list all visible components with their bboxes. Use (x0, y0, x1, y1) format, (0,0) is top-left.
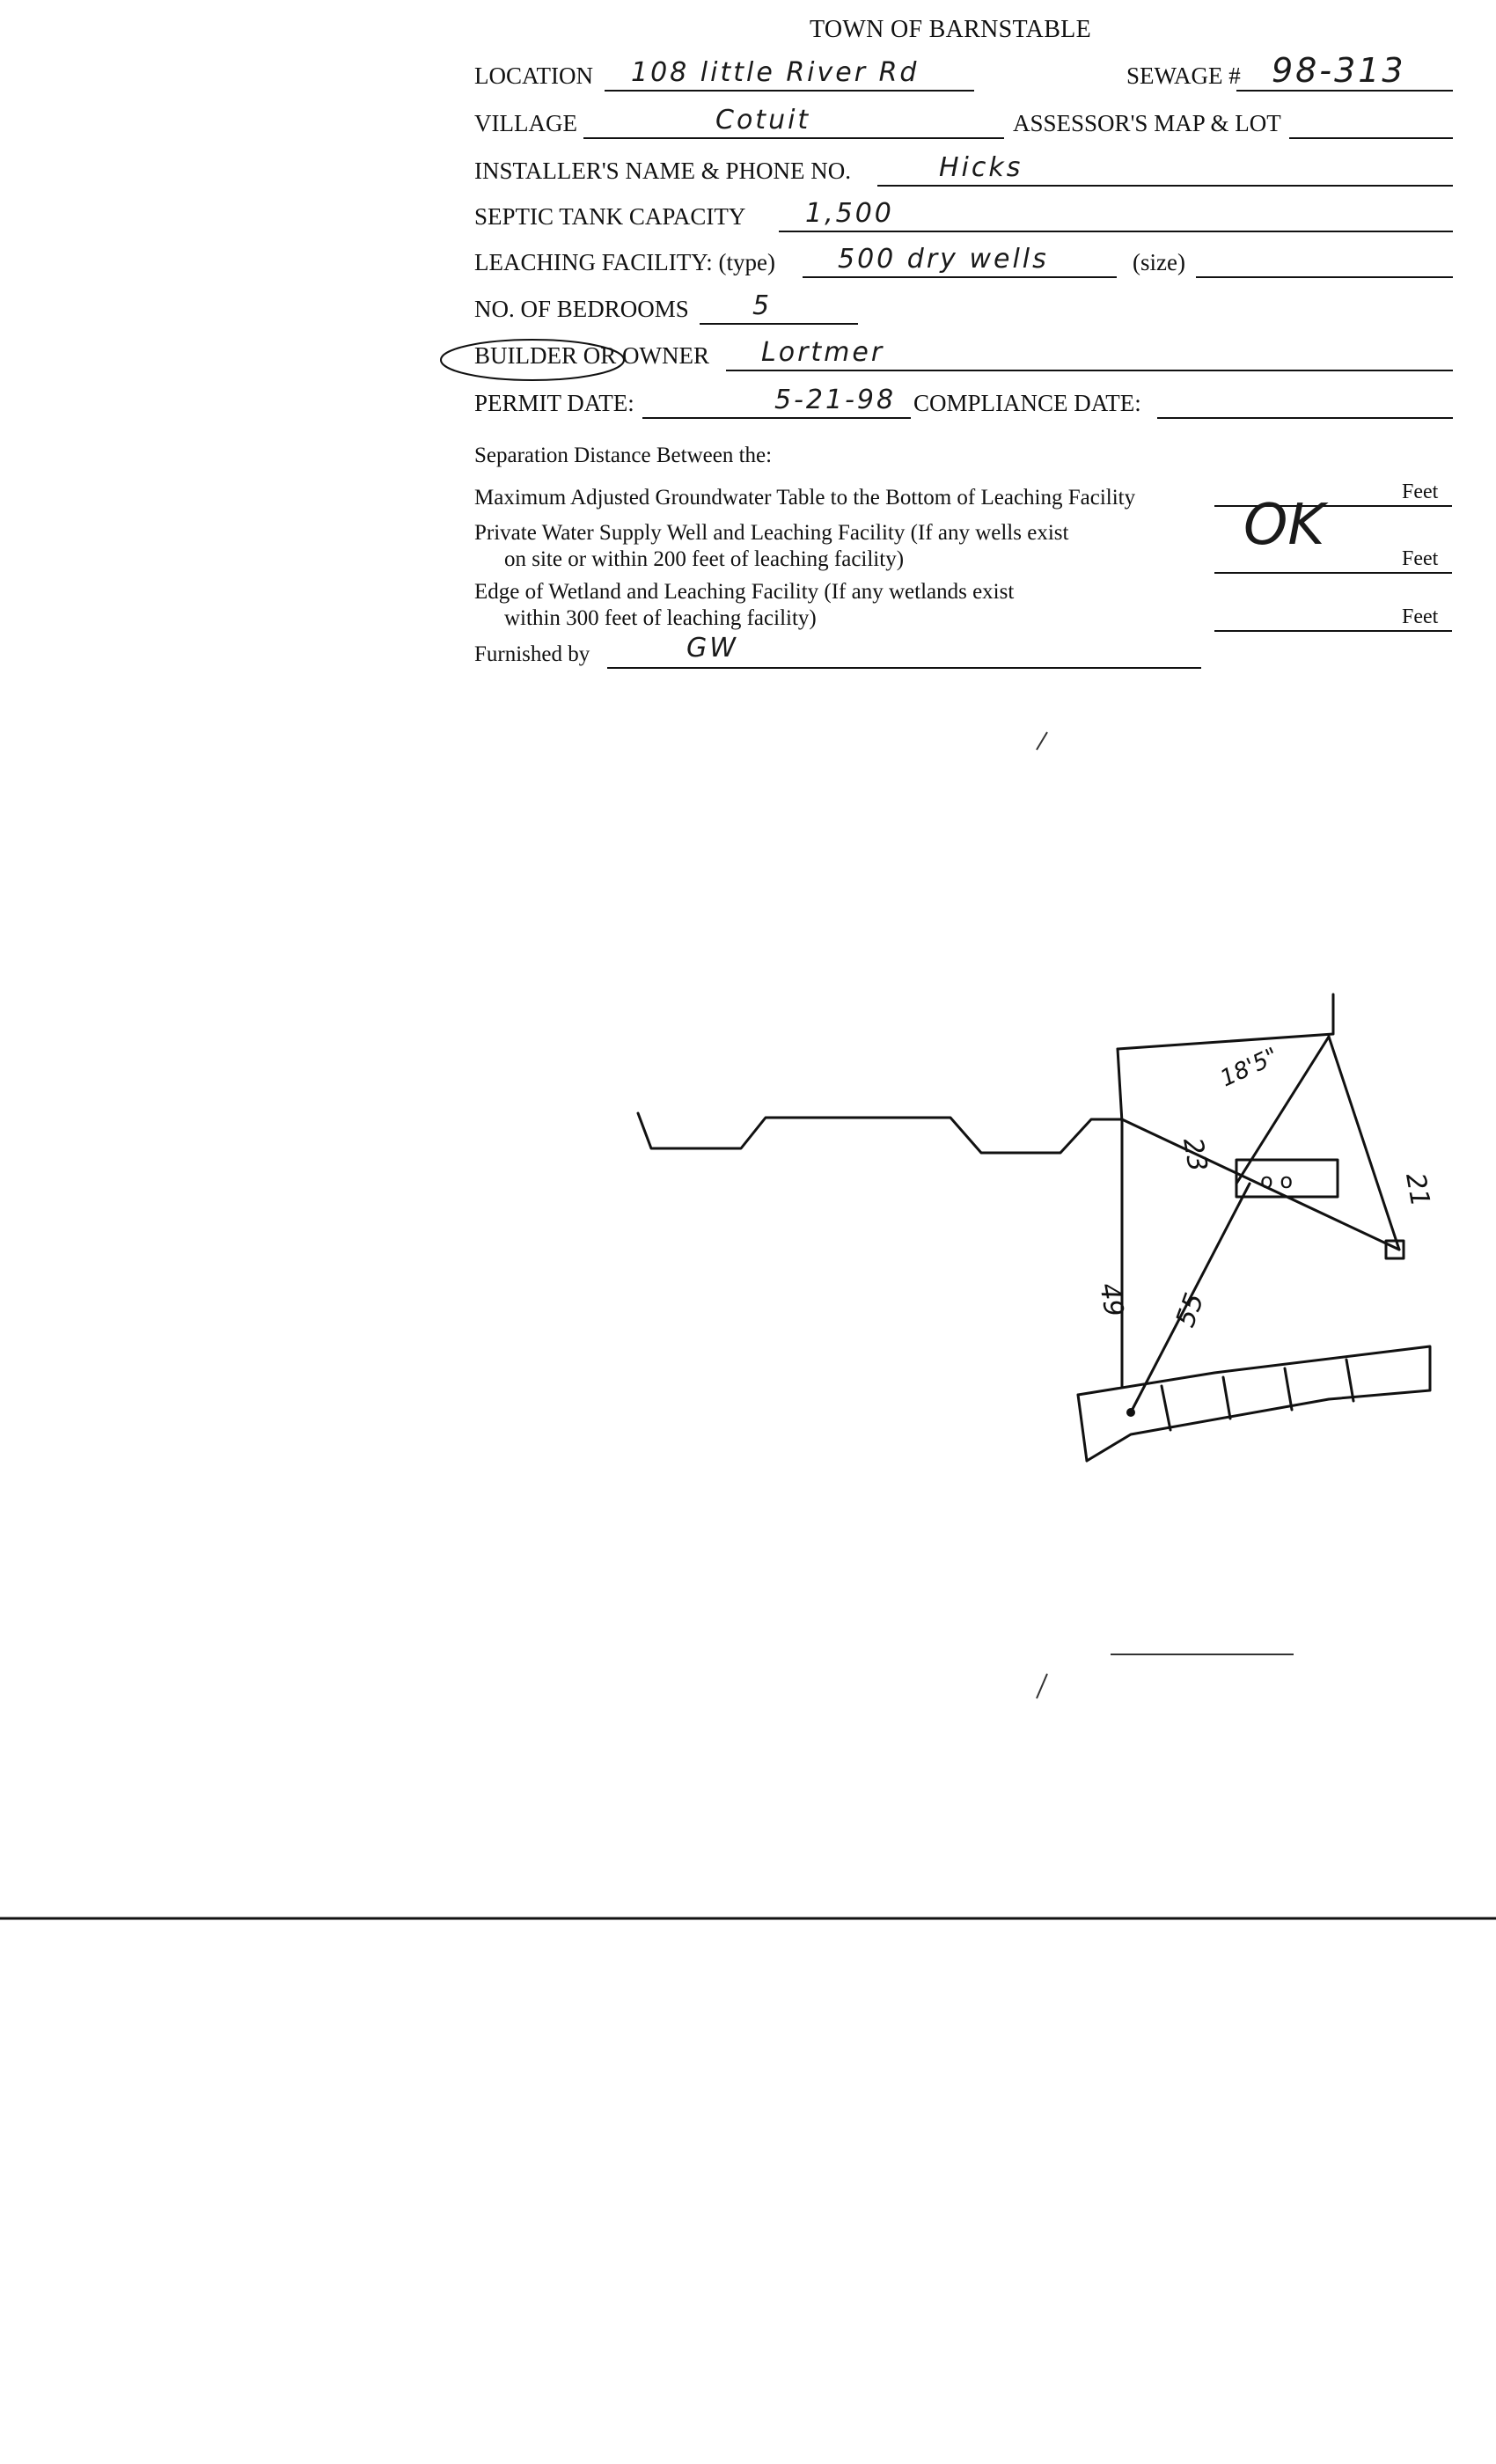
separation-item-line: Maximum Adjusted Groundwater Table to the Bottom of Leaching Facility (474, 486, 1136, 510)
size-label: (size) (1133, 249, 1185, 275)
distance-handwritten-value: OK (1243, 493, 1325, 558)
installer-label: INSTALLER'S NAME & PHONE NO. (474, 158, 851, 184)
site-sketch (638, 994, 1430, 1461)
septic-label: SEPTIC TANK CAPACITY (474, 203, 746, 230)
scan-mark (1037, 1674, 1047, 1698)
village-label: VILLAGE (474, 110, 577, 136)
sketch-label: 21 (1399, 1170, 1436, 1209)
leaching-label: LEACHING FACILITY: (type) (474, 249, 775, 275)
tie-line (1329, 1037, 1399, 1250)
builder-label: BUILDER OR OWNER (474, 342, 709, 369)
tank-marking: o o (1260, 1169, 1293, 1193)
permit-label: PERMIT DATE: (474, 390, 634, 416)
location-value: 108 little River Rd (631, 57, 920, 88)
builder-value: Lortmer (761, 337, 885, 368)
separation-item-line: Edge of Wetland and Leaching Facility (If any wetlands exist (474, 580, 1015, 604)
bedrooms-value: 5 (752, 290, 773, 321)
separation-heading: Separation Distance Between the: (474, 444, 773, 467)
sketch-label: 23 (1177, 1135, 1214, 1174)
driveway-outline (638, 1113, 1122, 1153)
lot-line (1118, 994, 1333, 1049)
builder-circle-mark (441, 340, 624, 380)
street-tick (1162, 1386, 1170, 1430)
street-edge (1078, 1395, 1087, 1461)
permit-value: 5-21-98 (774, 385, 897, 415)
street-tick (1223, 1377, 1230, 1419)
sketch-label: 49 (1093, 1280, 1130, 1319)
street-edge (1078, 1346, 1430, 1461)
assessor-label: ASSESSOR'S MAP & LOT (1013, 110, 1281, 136)
septic-value: 1,500 (805, 198, 894, 229)
feet-unit: Feet (1402, 547, 1439, 570)
feet-unit: Feet (1402, 480, 1439, 503)
scan-mark (1037, 732, 1047, 750)
separation-item-line: on site or within 200 feet of leaching facility) (504, 547, 905, 571)
installer-value: Hicks (939, 152, 1023, 183)
bedrooms-label: NO. OF BEDROOMS (474, 296, 689, 322)
furnished-label: Furnished by (474, 642, 590, 666)
street-tick (1346, 1360, 1353, 1401)
street-tick (1285, 1368, 1292, 1410)
sewage-label: SEWAGE # (1126, 62, 1241, 89)
compliance-label: COMPLIANCE DATE: (913, 390, 1141, 416)
furnished-value: GW (686, 633, 738, 664)
sewage-value: 98-313 (1272, 51, 1406, 90)
form-title: TOWN OF BARNSTABLE (810, 16, 1091, 43)
separation-item-line: Private Water Supply Well and Leaching Facility (If any wells exist (474, 521, 1069, 545)
village-value: Cotuit (715, 105, 811, 136)
sketch-label: 18'5" (1216, 1043, 1283, 1093)
location-label: LOCATION (474, 62, 593, 89)
feet-unit: Feet (1402, 605, 1439, 628)
lot-line (1118, 1049, 1122, 1122)
sketch-label: 55 (1170, 1288, 1211, 1331)
leaching-type-value: 500 dry wells (838, 244, 1049, 275)
separation-item-line: within 300 feet of leaching facility) (504, 606, 817, 630)
reference-point (1126, 1408, 1135, 1417)
